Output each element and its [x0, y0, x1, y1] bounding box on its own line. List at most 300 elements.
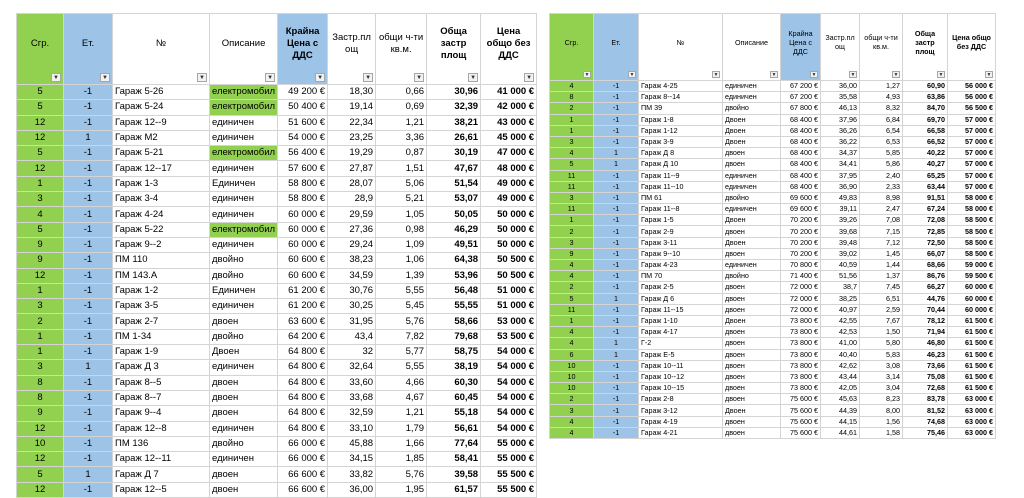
cell-common-parts[interactable]: 5,06: [376, 176, 427, 191]
cell-built-area[interactable]: 45,63: [821, 394, 860, 405]
cell-price-with-vat[interactable]: 75 600 €: [781, 427, 821, 438]
cell-description[interactable]: двоен: [723, 394, 781, 405]
cell-common-parts[interactable]: 7,08: [860, 215, 903, 226]
filter-dropdown-icon[interactable]: ▼: [893, 72, 899, 78]
cell-common-parts[interactable]: 5,55: [376, 283, 427, 298]
cell-common-parts[interactable]: 7,15: [860, 226, 903, 237]
cell-price-with-vat[interactable]: 67 200 €: [781, 81, 821, 92]
cell-number[interactable]: Гараж 9--2: [113, 237, 210, 252]
cell-number[interactable]: Гараж 8--7: [113, 390, 210, 405]
cell-description[interactable]: единичен: [210, 360, 278, 375]
cell-group[interactable]: 11: [550, 170, 594, 181]
cell-price-with-vat[interactable]: 69 600 €: [781, 204, 821, 215]
cell-price-without-vat[interactable]: 63 000 €: [948, 394, 996, 405]
cell-group[interactable]: 1: [550, 114, 594, 125]
cell-built-area[interactable]: 43,4: [328, 329, 376, 344]
cell-et[interactable]: -1: [594, 237, 639, 248]
cell-total-area[interactable]: 83,78: [903, 394, 948, 405]
cell-description[interactable]: единичен: [723, 204, 781, 215]
cell-price-without-vat[interactable]: 47 000 €: [481, 146, 537, 161]
cell-built-area[interactable]: 42,62: [821, 360, 860, 371]
cell-et[interactable]: -1: [594, 114, 639, 125]
cell-group[interactable]: 4: [550, 81, 594, 92]
cell-total-area[interactable]: 67,24: [903, 204, 948, 215]
filter-dropdown-icon[interactable]: ▼: [811, 72, 817, 78]
cell-common-parts[interactable]: 1,85: [376, 452, 427, 467]
cell-number[interactable]: ПМ 39: [639, 103, 723, 114]
cell-number[interactable]: Гараж Д 8: [639, 148, 723, 159]
cell-built-area[interactable]: 39,02: [821, 248, 860, 259]
cell-number[interactable]: Гараж 5-26: [113, 85, 210, 100]
cell-total-area[interactable]: 46,29: [427, 222, 481, 237]
cell-price-with-vat[interactable]: 60 600 €: [278, 268, 328, 283]
cell-et[interactable]: -1: [64, 237, 113, 252]
cell-description[interactable]: единичен: [210, 207, 278, 222]
cell-number[interactable]: Гараж 3-11: [639, 237, 723, 248]
cell-number[interactable]: Гараж 9--10: [639, 248, 723, 259]
cell-price-with-vat[interactable]: 64 800 €: [278, 406, 328, 421]
cell-number[interactable]: Гараж 1-3: [113, 176, 210, 191]
cell-price-with-vat[interactable]: 64 800 €: [278, 421, 328, 436]
cell-price-without-vat[interactable]: 58 000 €: [948, 204, 996, 215]
cell-built-area[interactable]: 36,90: [821, 181, 860, 192]
cell-common-parts[interactable]: 0,98: [376, 222, 427, 237]
cell-total-area[interactable]: 63,44: [903, 181, 948, 192]
cell-price-without-vat[interactable]: 58 500 €: [948, 215, 996, 226]
cell-common-parts[interactable]: 5,76: [376, 314, 427, 329]
cell-built-area[interactable]: 34,59: [328, 268, 376, 283]
cell-number[interactable]: Гараж 5-24: [113, 100, 210, 115]
cell-price-without-vat[interactable]: 60 000 €: [948, 293, 996, 304]
cell-number[interactable]: Гараж 10--11: [639, 360, 723, 371]
cell-common-parts[interactable]: 3,14: [860, 371, 903, 382]
cell-built-area[interactable]: 39,26: [821, 215, 860, 226]
cell-number[interactable]: Гараж Д 10: [639, 159, 723, 170]
cell-group[interactable]: 12: [17, 268, 64, 283]
cell-number[interactable]: Гараж 3-5: [113, 299, 210, 314]
cell-price-with-vat[interactable]: 64 200 €: [278, 329, 328, 344]
cell-total-area[interactable]: 72,50: [903, 237, 948, 248]
cell-built-area[interactable]: 40,97: [821, 304, 860, 315]
cell-description[interactable]: двойно: [723, 271, 781, 282]
cell-description[interactable]: Двоен: [210, 345, 278, 360]
cell-built-area[interactable]: 32: [328, 345, 376, 360]
cell-group[interactable]: 1: [550, 125, 594, 136]
cell-price-with-vat[interactable]: 73 800 €: [781, 383, 821, 394]
cell-description[interactable]: двоен: [723, 304, 781, 315]
cell-common-parts[interactable]: 5,21: [376, 192, 427, 207]
cell-group[interactable]: 1: [17, 345, 64, 360]
cell-common-parts[interactable]: 7,45: [860, 282, 903, 293]
cell-total-area[interactable]: 55,18: [427, 406, 481, 421]
cell-description[interactable]: електромобил: [210, 146, 278, 161]
cell-built-area[interactable]: 41,00: [821, 338, 860, 349]
cell-common-parts[interactable]: 3,08: [860, 360, 903, 371]
cell-number[interactable]: Гараж 1-2: [113, 283, 210, 298]
cell-number[interactable]: Гараж 4-21: [639, 427, 723, 438]
cell-price-without-vat[interactable]: 55 500 €: [481, 482, 537, 497]
cell-et[interactable]: 1: [594, 293, 639, 304]
cell-et[interactable]: -1: [64, 375, 113, 390]
cell-description[interactable]: Двоен: [723, 136, 781, 147]
cell-price-without-vat[interactable]: 61 500 €: [948, 338, 996, 349]
cell-common-parts[interactable]: 5,80: [860, 338, 903, 349]
filter-dropdown-icon[interactable]: ▼: [197, 73, 207, 82]
cell-built-area[interactable]: 23,25: [328, 130, 376, 145]
cell-description[interactable]: единичен: [210, 421, 278, 436]
cell-number[interactable]: Гараж 2-5: [639, 282, 723, 293]
cell-number[interactable]: Гараж Д 7: [113, 467, 210, 482]
cell-price-without-vat[interactable]: 50 000 €: [481, 207, 537, 222]
cell-built-area[interactable]: 36,00: [821, 81, 860, 92]
cell-number[interactable]: Гараж 10--15: [639, 383, 723, 394]
cell-price-without-vat[interactable]: 63 000 €: [948, 416, 996, 427]
cell-number[interactable]: Гараж 1-12: [639, 125, 723, 136]
cell-price-without-vat[interactable]: 54 000 €: [481, 390, 537, 405]
cell-description[interactable]: Двоен: [723, 405, 781, 416]
cell-price-without-vat[interactable]: 61 500 €: [948, 360, 996, 371]
cell-et[interactable]: -1: [64, 85, 113, 100]
cell-common-parts[interactable]: 2,59: [860, 304, 903, 315]
cell-et[interactable]: -1: [594, 125, 639, 136]
cell-description[interactable]: двоен: [723, 248, 781, 259]
cell-total-area[interactable]: 72,68: [903, 383, 948, 394]
cell-number[interactable]: Гараж 3-9: [639, 136, 723, 147]
cell-price-without-vat[interactable]: 60 000 €: [948, 282, 996, 293]
cell-price-without-vat[interactable]: 54 000 €: [481, 360, 537, 375]
cell-group[interactable]: 12: [17, 115, 64, 130]
cell-built-area[interactable]: 28,9: [328, 192, 376, 207]
filter-dropdown-icon[interactable]: ▼: [468, 73, 478, 82]
cell-total-area[interactable]: 38,19: [427, 360, 481, 375]
cell-et[interactable]: -1: [64, 268, 113, 283]
cell-built-area[interactable]: 36,26: [821, 125, 860, 136]
cell-total-area[interactable]: 86,76: [903, 271, 948, 282]
cell-description[interactable]: двоен: [210, 314, 278, 329]
cell-price-without-vat[interactable]: 54 000 €: [481, 406, 537, 421]
cell-et[interactable]: -1: [594, 81, 639, 92]
cell-price-with-vat[interactable]: 64 800 €: [278, 390, 328, 405]
cell-built-area[interactable]: 38,23: [328, 253, 376, 268]
cell-price-with-vat[interactable]: 60 000 €: [278, 207, 328, 222]
cell-built-area[interactable]: 34,37: [821, 148, 860, 159]
cell-group[interactable]: 4: [550, 427, 594, 438]
cell-price-with-vat[interactable]: 49 200 €: [278, 85, 328, 100]
cell-built-area[interactable]: 39,48: [821, 237, 860, 248]
cell-common-parts[interactable]: 5,83: [860, 349, 903, 360]
cell-group[interactable]: 4: [550, 260, 594, 271]
cell-price-with-vat[interactable]: 67 200 €: [781, 92, 821, 103]
cell-price-with-vat[interactable]: 64 800 €: [278, 360, 328, 375]
cell-et[interactable]: -1: [594, 371, 639, 382]
cell-et[interactable]: -1: [64, 192, 113, 207]
filter-dropdown-icon[interactable]: ▼: [629, 72, 635, 78]
cell-et[interactable]: -1: [64, 176, 113, 191]
cell-number[interactable]: Гараж Д 6: [639, 293, 723, 304]
cell-built-area[interactable]: 30,76: [328, 283, 376, 298]
cell-total-area[interactable]: 81,52: [903, 405, 948, 416]
cell-total-area[interactable]: 46,23: [903, 349, 948, 360]
cell-description[interactable]: единичен: [723, 181, 781, 192]
cell-total-area[interactable]: 66,58: [903, 125, 948, 136]
cell-total-area[interactable]: 79,68: [427, 329, 481, 344]
cell-description[interactable]: двоен: [723, 148, 781, 159]
cell-built-area[interactable]: 45,88: [328, 436, 376, 451]
cell-common-parts[interactable]: 5,77: [376, 345, 427, 360]
cell-total-area[interactable]: 26,61: [427, 130, 481, 145]
cell-description[interactable]: двоен: [723, 159, 781, 170]
cell-built-area[interactable]: 39,68: [821, 226, 860, 237]
cell-total-area[interactable]: 60,30: [427, 375, 481, 390]
cell-built-area[interactable]: 27,36: [328, 222, 376, 237]
cell-common-parts[interactable]: 4,67: [376, 390, 427, 405]
cell-built-area[interactable]: 19,29: [328, 146, 376, 161]
filter-sort-icon[interactable]: ▼: [524, 73, 534, 82]
cell-number[interactable]: Гараж 12--5: [113, 482, 210, 497]
cell-number[interactable]: Гараж 11--10: [639, 181, 723, 192]
cell-total-area[interactable]: 75,08: [903, 371, 948, 382]
cell-number[interactable]: Гараж 12--9: [113, 115, 210, 130]
cell-description[interactable]: електромобил: [210, 222, 278, 237]
cell-et[interactable]: 1: [594, 159, 639, 170]
filter-dropdown-icon[interactable]: ▼: [584, 72, 590, 78]
cell-number[interactable]: Гараж Е-5: [639, 349, 723, 360]
cell-built-area[interactable]: 46,13: [821, 103, 860, 114]
cell-group[interactable]: 12: [17, 452, 64, 467]
cell-common-parts[interactable]: 6,54: [860, 125, 903, 136]
cell-price-with-vat[interactable]: 67 800 €: [781, 103, 821, 114]
cell-et[interactable]: 1: [64, 130, 113, 145]
cell-common-parts[interactable]: 3,36: [376, 130, 427, 145]
cell-built-area[interactable]: 36,00: [328, 482, 376, 497]
cell-price-without-vat[interactable]: 57 000 €: [948, 181, 996, 192]
cell-built-area[interactable]: 32,59: [328, 406, 376, 421]
filter-dropdown-icon[interactable]: ▼: [938, 72, 944, 78]
cell-price-with-vat[interactable]: 72 000 €: [781, 282, 821, 293]
cell-common-parts[interactable]: 6,84: [860, 114, 903, 125]
cell-group[interactable]: 1: [550, 215, 594, 226]
cell-price-without-vat[interactable]: 57 000 €: [948, 159, 996, 170]
cell-et[interactable]: -1: [594, 327, 639, 338]
cell-et[interactable]: -1: [64, 253, 113, 268]
cell-price-without-vat[interactable]: 49 000 €: [481, 176, 537, 191]
cell-price-with-vat[interactable]: 68 400 €: [781, 148, 821, 159]
cell-number[interactable]: Гараж 8--5: [113, 375, 210, 390]
cell-total-area[interactable]: 58,41: [427, 452, 481, 467]
cell-price-without-vat[interactable]: 57 000 €: [948, 125, 996, 136]
cell-total-area[interactable]: 46,80: [903, 338, 948, 349]
cell-description[interactable]: двоен: [210, 482, 278, 497]
cell-common-parts[interactable]: 8,23: [860, 394, 903, 405]
cell-total-area[interactable]: 32,39: [427, 100, 481, 115]
cell-description[interactable]: електромобил: [210, 85, 278, 100]
cell-group[interactable]: 10: [17, 436, 64, 451]
cell-built-area[interactable]: 40,40: [821, 349, 860, 360]
cell-total-area[interactable]: 51,54: [427, 176, 481, 191]
cell-price-with-vat[interactable]: 60 000 €: [278, 222, 328, 237]
cell-price-without-vat[interactable]: 50 500 €: [481, 253, 537, 268]
cell-common-parts[interactable]: 7,67: [860, 315, 903, 326]
cell-number[interactable]: Гараж 4-19: [639, 416, 723, 427]
cell-price-without-vat[interactable]: 59 500 €: [948, 271, 996, 282]
cell-price-with-vat[interactable]: 69 600 €: [781, 192, 821, 203]
cell-price-without-vat[interactable]: 57 000 €: [948, 148, 996, 159]
cell-description[interactable]: единичен: [210, 161, 278, 176]
cell-group[interactable]: 9: [550, 248, 594, 259]
cell-total-area[interactable]: 72,08: [903, 215, 948, 226]
cell-total-area[interactable]: 53,07: [427, 192, 481, 207]
cell-built-area[interactable]: 44,15: [821, 416, 860, 427]
cell-built-area[interactable]: 44,61: [821, 427, 860, 438]
cell-description[interactable]: двоен: [723, 416, 781, 427]
cell-price-with-vat[interactable]: 50 400 €: [278, 100, 328, 115]
cell-group[interactable]: 5: [17, 146, 64, 161]
cell-number[interactable]: ПМ 143.А: [113, 268, 210, 283]
cell-group[interactable]: 3: [550, 405, 594, 416]
cell-number[interactable]: Гараж 11--8: [639, 204, 723, 215]
cell-et[interactable]: -1: [594, 394, 639, 405]
cell-price-without-vat[interactable]: 50 500 €: [481, 268, 537, 283]
cell-description[interactable]: двоен: [723, 293, 781, 304]
cell-group[interactable]: 2: [550, 226, 594, 237]
cell-price-with-vat[interactable]: 75 600 €: [781, 416, 821, 427]
filter-dropdown-icon[interactable]: ▼: [771, 72, 777, 78]
cell-description[interactable]: единичен: [723, 170, 781, 181]
cell-group[interactable]: 4: [550, 271, 594, 282]
cell-built-area[interactable]: 29,24: [328, 237, 376, 252]
cell-built-area[interactable]: 37,96: [821, 114, 860, 125]
cell-et[interactable]: -1: [594, 304, 639, 315]
cell-built-area[interactable]: 32,64: [328, 360, 376, 375]
cell-built-area[interactable]: 33,60: [328, 375, 376, 390]
cell-total-area[interactable]: 61,57: [427, 482, 481, 497]
cell-price-without-vat[interactable]: 59 000 €: [948, 260, 996, 271]
cell-description[interactable]: единичен: [210, 192, 278, 207]
cell-number[interactable]: Гараж 11--9: [639, 170, 723, 181]
cell-price-without-vat[interactable]: 51 000 €: [481, 283, 537, 298]
cell-price-without-vat[interactable]: 53 500 €: [481, 329, 537, 344]
cell-common-parts[interactable]: 1,56: [860, 416, 903, 427]
cell-description[interactable]: двойно: [723, 103, 781, 114]
cell-group[interactable]: 10: [550, 371, 594, 382]
cell-number[interactable]: ПМ 70: [639, 271, 723, 282]
cell-description[interactable]: Единичен: [210, 283, 278, 298]
cell-et[interactable]: -1: [594, 248, 639, 259]
cell-number[interactable]: Гараж 4-23: [639, 260, 723, 271]
cell-et[interactable]: -1: [594, 103, 639, 114]
cell-description[interactable]: двоен: [723, 383, 781, 394]
cell-group[interactable]: 3: [550, 237, 594, 248]
filter-dropdown-icon[interactable]: ▼: [363, 73, 373, 82]
cell-built-area[interactable]: 42,55: [821, 315, 860, 326]
cell-et[interactable]: -1: [594, 92, 639, 103]
cell-total-area[interactable]: 50,05: [427, 207, 481, 222]
cell-price-with-vat[interactable]: 70 800 €: [781, 260, 821, 271]
cell-group[interactable]: 8: [17, 390, 64, 405]
cell-built-area[interactable]: 40,59: [821, 260, 860, 271]
cell-common-parts[interactable]: 1,37: [860, 271, 903, 282]
cell-common-parts[interactable]: 8,00: [860, 405, 903, 416]
cell-description[interactable]: двоен: [210, 390, 278, 405]
cell-price-with-vat[interactable]: 72 000 €: [781, 304, 821, 315]
cell-total-area[interactable]: 65,25: [903, 170, 948, 181]
cell-description[interactable]: двоен: [210, 375, 278, 390]
cell-price-with-vat[interactable]: 68 400 €: [781, 114, 821, 125]
cell-total-area[interactable]: 38,21: [427, 115, 481, 130]
cell-et[interactable]: 1: [594, 349, 639, 360]
filter-dropdown-icon[interactable]: ▼: [315, 73, 325, 82]
cell-price-with-vat[interactable]: 66 600 €: [278, 467, 328, 482]
cell-number[interactable]: Гараж 4-25: [639, 81, 723, 92]
cell-description[interactable]: двоен: [723, 338, 781, 349]
cell-price-without-vat[interactable]: 57 000 €: [948, 136, 996, 147]
cell-price-with-vat[interactable]: 51 600 €: [278, 115, 328, 130]
cell-common-parts[interactable]: 6,51: [860, 293, 903, 304]
cell-description[interactable]: двоен: [210, 467, 278, 482]
cell-et[interactable]: -1: [594, 170, 639, 181]
cell-price-without-vat[interactable]: 61 500 €: [948, 349, 996, 360]
cell-group[interactable]: 11: [550, 181, 594, 192]
cell-group[interactable]: 9: [17, 253, 64, 268]
cell-built-area[interactable]: 19,14: [328, 100, 376, 115]
cell-total-area[interactable]: 77,64: [427, 436, 481, 451]
cell-number[interactable]: Гараж 2-9: [639, 226, 723, 237]
cell-number[interactable]: Гараж 9--4: [113, 406, 210, 421]
cell-price-without-vat[interactable]: 57 000 €: [948, 114, 996, 125]
cell-et[interactable]: -1: [64, 222, 113, 237]
cell-total-area[interactable]: 66,52: [903, 136, 948, 147]
cell-price-with-vat[interactable]: 60 000 €: [278, 237, 328, 252]
cell-group[interactable]: 12: [17, 130, 64, 145]
cell-common-parts[interactable]: 1,50: [860, 327, 903, 338]
cell-total-area[interactable]: 74,68: [903, 416, 948, 427]
cell-number[interactable]: Гараж 12--8: [113, 421, 210, 436]
cell-group[interactable]: 10: [550, 360, 594, 371]
cell-total-area[interactable]: 55,55: [427, 299, 481, 314]
cell-description[interactable]: двоен: [723, 349, 781, 360]
cell-et[interactable]: 1: [594, 148, 639, 159]
cell-built-area[interactable]: 43,44: [821, 371, 860, 382]
cell-total-area[interactable]: 56,61: [427, 421, 481, 436]
cell-price-without-vat[interactable]: 50 000 €: [481, 222, 537, 237]
cell-price-with-vat[interactable]: 61 200 €: [278, 283, 328, 298]
cell-et[interactable]: -1: [64, 314, 113, 329]
cell-et[interactable]: -1: [64, 283, 113, 298]
cell-description[interactable]: Двоен: [723, 125, 781, 136]
cell-total-area[interactable]: 72,85: [903, 226, 948, 237]
cell-price-with-vat[interactable]: 70 200 €: [781, 237, 821, 248]
cell-price-with-vat[interactable]: 73 800 €: [781, 338, 821, 349]
cell-common-parts[interactable]: 2,33: [860, 181, 903, 192]
cell-et[interactable]: 1: [594, 338, 639, 349]
cell-price-with-vat[interactable]: 68 400 €: [781, 181, 821, 192]
cell-price-with-vat[interactable]: 63 600 €: [278, 314, 328, 329]
cell-total-area[interactable]: 73,66: [903, 360, 948, 371]
cell-price-without-vat[interactable]: 54 000 €: [481, 375, 537, 390]
cell-total-area[interactable]: 49,51: [427, 237, 481, 252]
cell-built-area[interactable]: 34,41: [821, 159, 860, 170]
cell-group[interactable]: 2: [550, 103, 594, 114]
cell-number[interactable]: Гараж 11--15: [639, 304, 723, 315]
cell-common-parts[interactable]: 6,53: [860, 136, 903, 147]
cell-built-area[interactable]: 38,25: [821, 293, 860, 304]
cell-number[interactable]: ПМ 136: [113, 436, 210, 451]
cell-total-area[interactable]: 66,07: [903, 248, 948, 259]
cell-built-area[interactable]: 27,87: [328, 161, 376, 176]
cell-description[interactable]: Двоен: [723, 114, 781, 125]
cell-total-area[interactable]: 58,66: [427, 314, 481, 329]
cell-common-parts[interactable]: 5,86: [860, 159, 903, 170]
